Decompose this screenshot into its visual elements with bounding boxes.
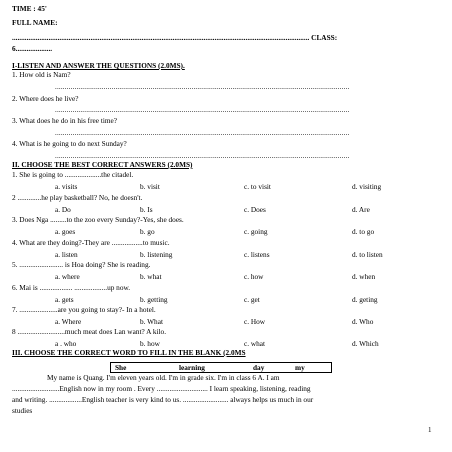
mc-option-5d: d. when: [352, 272, 376, 281]
mc-question-2: 2 .............he play basketball? No, he doesn't.: [12, 193, 143, 202]
mc-option-1d: d. visiting: [352, 182, 382, 191]
mc-option-1a: a. visits: [55, 182, 78, 191]
answer-line-4: .......................................................................................................................................................: [55, 152, 350, 160]
question-4: 4. What is he going to do next Sunday?: [12, 139, 127, 148]
mc-question-7: 7. .....................are you going to stay?- In a hotel.: [12, 305, 156, 314]
mc-option-8b: b. how: [140, 339, 160, 348]
answer-line-2: .......................................................................................................................................................: [55, 106, 350, 114]
mc-option-5a: a. where: [55, 272, 80, 281]
mc-option-8d: d. Which: [352, 339, 379, 348]
word-box-item: She: [115, 363, 127, 372]
question-3: 3. What does he do in his free time?: [12, 116, 118, 125]
paragraph-line-3: and writing. ..................English teacher is very kind to us. ......................... always helps us much in our: [12, 395, 314, 404]
mc-option-2a: a. Do: [55, 205, 71, 214]
mc-question-3: 3. Does Nga .........to the zoo every Sunday?-Yes, she does.: [12, 215, 184, 224]
word-box-item: my: [295, 363, 305, 372]
mc-option-8a: a . who: [55, 339, 77, 348]
mc-option-7c: c. How: [244, 317, 266, 326]
question-1: 1. How old is Nam?: [12, 70, 71, 79]
mc-option-5b: b. what: [140, 272, 162, 281]
page-number: 1: [428, 426, 432, 434]
mc-option-1b: b. visit: [140, 182, 160, 191]
mc-question-5: 5. ........................ is Hoa doing? She is reading.: [12, 260, 151, 269]
mc-option-6c: c. get: [244, 295, 260, 304]
mc-option-4c: c. listens: [244, 250, 270, 259]
mc-option-6b: b. getting: [140, 295, 168, 304]
mc-option-4d: d. to listen: [352, 250, 383, 259]
time-label: TIME : 45': [12, 4, 47, 13]
mc-option-2c: c. Does: [244, 205, 266, 214]
mc-question-1: 1. She is going to ....................the citadel.: [12, 170, 134, 179]
section3-title: III. CHOOSE THE CORRECT WORD TO FILL IN THE BLANK (2.0MS: [12, 348, 246, 357]
section2-title: II. CHOOSE THE BEST CORRECT ANSWERS (2.0MS): [12, 160, 193, 169]
answer-line-1: .......................................................................................................................................................: [55, 83, 350, 91]
paragraph-line-4: studies: [12, 406, 33, 415]
mc-option-2d: d. Are: [352, 205, 370, 214]
mc-option-5c: c. how: [244, 272, 264, 281]
mc-option-7b: b. What: [140, 317, 163, 326]
mc-option-6a: a. gets: [55, 295, 74, 304]
paragraph-line-1: My name is Quang. I'm eleven years old. I'm in grade six. I'm in class 6 A. I am: [47, 373, 280, 382]
mc-option-7d: d. Who: [352, 317, 374, 326]
paragraph-line-2: ..........................English now in my room . Every ............................ I learn speaking, listening, reading: [12, 384, 311, 393]
mc-option-4a: a. listen: [55, 250, 78, 259]
word-box: [110, 362, 332, 373]
mc-option-1c: c. to visit: [244, 182, 271, 191]
word-box-item: day: [253, 363, 265, 372]
mc-question-8: 8 ..........................much meat does Lan want? A kilo.: [12, 327, 167, 336]
word-box-item: learning: [179, 363, 205, 372]
class-value: 6....................: [12, 44, 53, 53]
full-name-label: FULL NAME:: [12, 18, 58, 27]
section1-title: I-LISTEN AND ANSWER THE QUESTIONS (2.0MS).: [12, 61, 185, 70]
answer-line-3: .......................................................................................................................................................: [55, 129, 350, 137]
mc-option-7a: a. Where: [55, 317, 82, 326]
mc-option-3b: b. go: [140, 227, 155, 236]
mc-option-3c: c. going: [244, 227, 268, 236]
mc-option-8c: c. what: [244, 339, 266, 348]
question-2: 2. Where does he live?: [12, 94, 79, 103]
mc-option-3d: d. to go: [352, 227, 375, 236]
class-line: ................................................................................................................................................................... CLASS:: [12, 33, 338, 42]
mc-option-3a: a. goes: [55, 227, 76, 236]
mc-question-4: 4. What are they doing?-They are .................to music.: [12, 238, 170, 247]
mc-option-4b: b. listening: [140, 250, 173, 259]
mc-question-6: 6. Mai is .................. ..................up now.: [12, 283, 131, 292]
mc-option-2b: b. Is: [140, 205, 153, 214]
mc-option-6d: d. geting: [352, 295, 378, 304]
